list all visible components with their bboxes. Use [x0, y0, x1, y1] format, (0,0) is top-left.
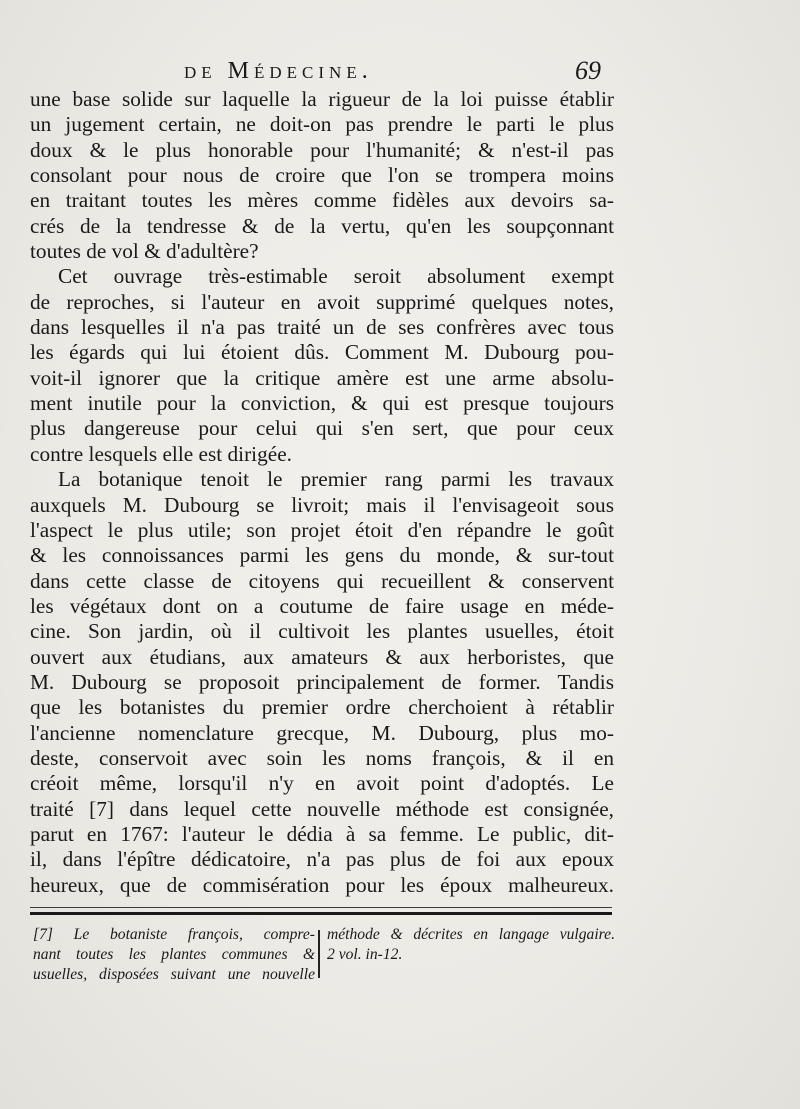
text-line: traité [7] dans lequel cette nouvelle méthode est consignée, [30, 796, 614, 821]
page-header [0, 56, 800, 90]
text-line: voit-il ignorer que la critique amère est une arme absolu- [30, 365, 614, 390]
text-line: un jugement certain, ne doit-on pas prendre le parti le plus [30, 112, 614, 137]
footnote-left-column [33, 925, 315, 985]
text-line: & les connoissances parmi les gens du monde, & sur-tout [30, 543, 614, 568]
text-line: de reproches, si l'auteur en avoit supprimé quelques notes, [30, 289, 614, 314]
text-line: plus dangereuse pour celui qui s'en sert, que pour ceux [30, 416, 614, 441]
text-line: ment inutile pour la conviction, & qui est presque toujours [30, 391, 614, 416]
text-line: heureux, que de commisération pour les époux malheureux. [30, 872, 614, 897]
body-text [30, 87, 614, 898]
footnote-line: [7] Le botaniste françois, compre- [33, 926, 315, 943]
text-line: parut en 1767: l'auteur le dédia à sa femme. Le public, dit- [30, 821, 614, 846]
text-line: que les botanistes du premier ordre cherchoient à rétablir [30, 695, 614, 720]
text-line: les végétaux dont on a coutume de faire usage en méde- [30, 593, 614, 618]
text-line: consolant pour nous de croire que l'on se trompera moins [30, 163, 614, 188]
text-line: une base solide sur laquelle la rigueur de la loi puisse établir [30, 87, 614, 111]
text-line: La botanique tenoit le premier rang parmi les travaux [58, 467, 614, 492]
page-number: 69 [575, 56, 601, 85]
footnote-line: 2 vol. in-12. [327, 946, 403, 963]
text-line: M. Dubourg se proposoit principalement de former. Tandis [30, 669, 614, 694]
text-line: ouvert aux étudians, aux amateurs & aux herboristes, que [30, 644, 614, 669]
footnote-rule-thin [30, 907, 612, 908]
text-line: l'ancienne nomenclature grecque, M. Dubourg, plus mo- [30, 720, 614, 745]
footnote-right-column [327, 925, 615, 965]
running-head: de Médecine. [184, 58, 373, 84]
text-line: deste, conservoit avec soin les noms françois, & il en [30, 745, 614, 770]
text-line: crés de la tendresse & de la vertu, qu'en les soupçonnant [30, 213, 614, 238]
text-line: Cet ouvrage très-estimable seroit absolument exempt [58, 264, 614, 289]
text-line: en traitant toutes les mères comme fidèles aux devoirs sa- [30, 188, 614, 213]
text-line: auxquels M. Dubourg se livroit; mais il l'envisageoit sous [30, 492, 614, 517]
footnote-line: usuelles, disposées suivant une nouvelle [33, 966, 315, 983]
text-line: doux & le plus honorable pour l'humanité; & n'est-il pas [30, 137, 614, 162]
text-line: il, dans l'épître dédicatoire, n'a pas plus de foi aux epoux [30, 847, 614, 872]
text-line: cine. Son jardin, où il cultivoit les plantes usuelles, étoit [30, 619, 614, 644]
text-line: l'aspect le plus utile; son projet étoit d'en répandre le goût [30, 517, 614, 542]
footnote-line: méthode & décrites en langage vulgaire. [327, 926, 615, 943]
footnote-line: nant toutes les plantes communes & [33, 946, 315, 963]
text-line: créoit même, lorsqu'il n'y en avoit point d'adoptés. Le [30, 771, 614, 796]
text-line: dans lesquelles il n'a pas traité un de ses confrères avec tous [30, 315, 614, 340]
footnote-column-divider [318, 930, 320, 978]
footnote-rule [30, 912, 612, 915]
text-line: contre lesquels elle est dirigée. [30, 441, 292, 466]
text-line: toutes de vol & d'adultère? [30, 239, 259, 264]
text-line: dans cette classe de citoyens qui recueillent & conservent [30, 568, 614, 593]
text-line: les égards qui lui étoient dûs. Comment M. Dubourg pou- [30, 340, 614, 365]
